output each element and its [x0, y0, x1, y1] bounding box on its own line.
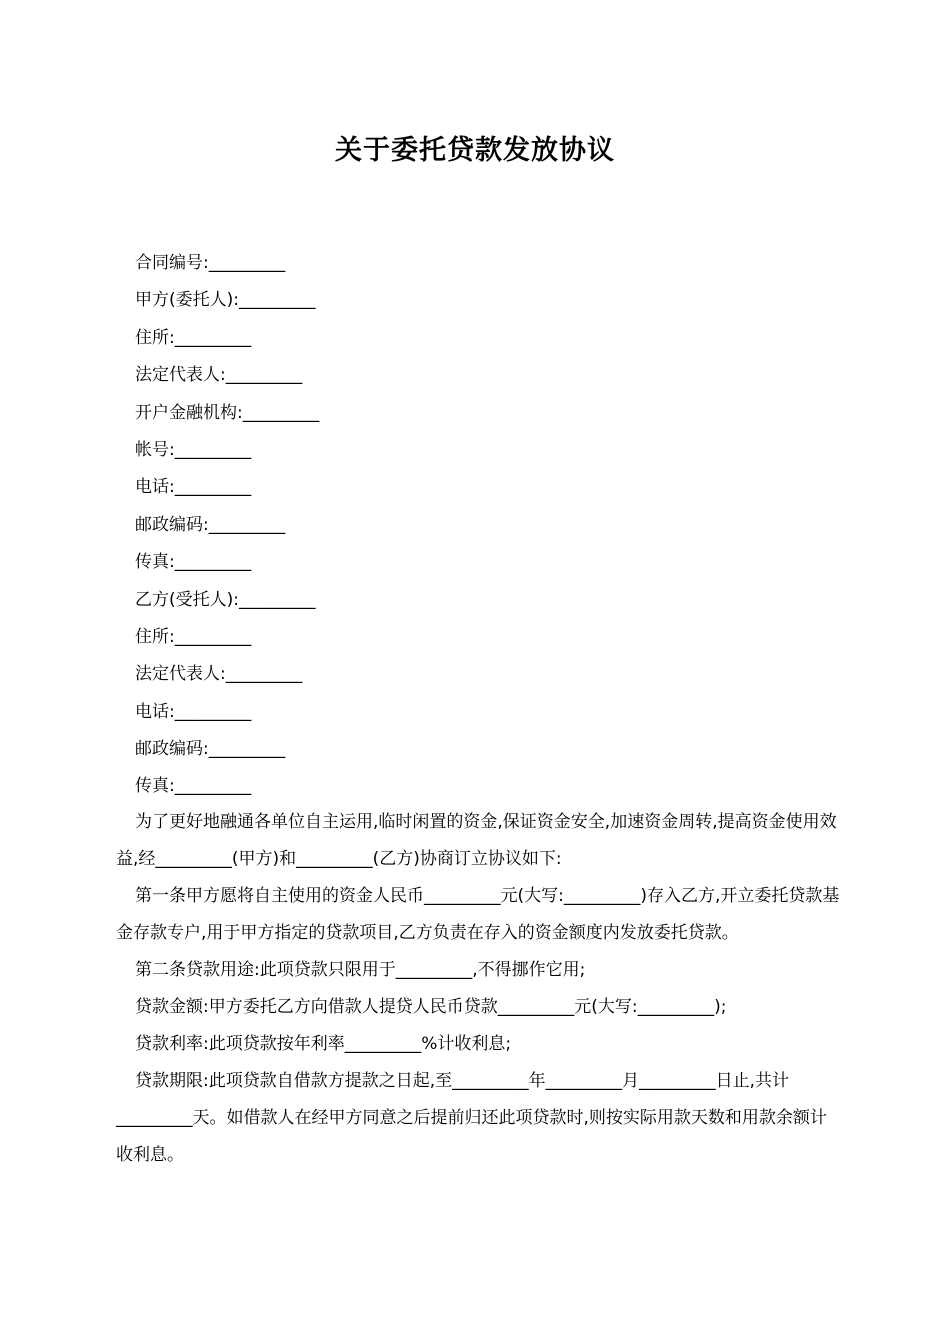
field-party-b-postcode: 邮政编码:_________ — [135, 739, 286, 760]
field-party-a-phone: 电话:_________ — [135, 477, 252, 498]
field-contract-number: 合同编号:_________ — [135, 253, 286, 273]
paragraph-loan-amount: 贷款金额:甲方委托乙方向借款人提贷人民币贷款_________元(大写:_________); — [135, 997, 727, 1017]
field-party-a: 甲方(委托人):_________ — [135, 290, 316, 311]
field-party-b-address: 住所:_________ — [135, 626, 252, 647]
field-party-b-fax: 传真:_________ — [135, 776, 252, 797]
party-info-fields — [135, 245, 319, 806]
field-party-a-legal-rep: 法定代表人:_________ — [135, 365, 303, 386]
paragraph-loan-term: 贷款期限:此项贷款自借款方提款之日起,至_________年_________月_________日止,共计_________天。如借款人在经甲方同意之后提前归还此项贷款时,则按实际用款天数和用款余额计收利息。 — [116, 1071, 827, 1165]
field-party-a-address: 住所:_________ — [135, 327, 252, 348]
field-party-b-legal-rep: 法定代表人:_________ — [135, 664, 303, 685]
field-party-b: 乙方(受托人):_________ — [135, 589, 316, 610]
paragraph-preamble: 为了更好地融通各单位自主运用,临时闲置的资金,保证资金安全,加速资金周转,提高资金使用效益,经_________(甲方)和_________(乙方)协商订立协议如下: — [116, 812, 837, 869]
paragraph-article-1: 第一条甲方愿将自主使用的资金人民币_________元(大写:_________)存入乙方,开立委托贷款基金存款专户,用于甲方指定的贷款项目,乙方负责在存入的资金额度内发放委托贷款。 — [116, 886, 840, 943]
paragraph-article-2: 第二条贷款用途:此项贷款只限用于_________,不得挪作它用; — [135, 960, 586, 980]
field-party-b-phone: 电话:_________ — [135, 701, 252, 722]
agreement-body — [116, 804, 840, 1174]
paragraph-loan-rate: 贷款利率:此项贷款按年利率_________%计收利息; — [135, 1034, 512, 1054]
field-party-a-account: 帐号:_________ — [135, 439, 252, 460]
field-party-a-postcode: 邮政编码:_________ — [135, 514, 286, 535]
field-party-a-fax: 传真:_________ — [135, 552, 252, 573]
document-title: 关于委托贷款发放协议 — [335, 135, 615, 166]
field-party-a-bank: 开户金融机构:_________ — [135, 402, 320, 423]
